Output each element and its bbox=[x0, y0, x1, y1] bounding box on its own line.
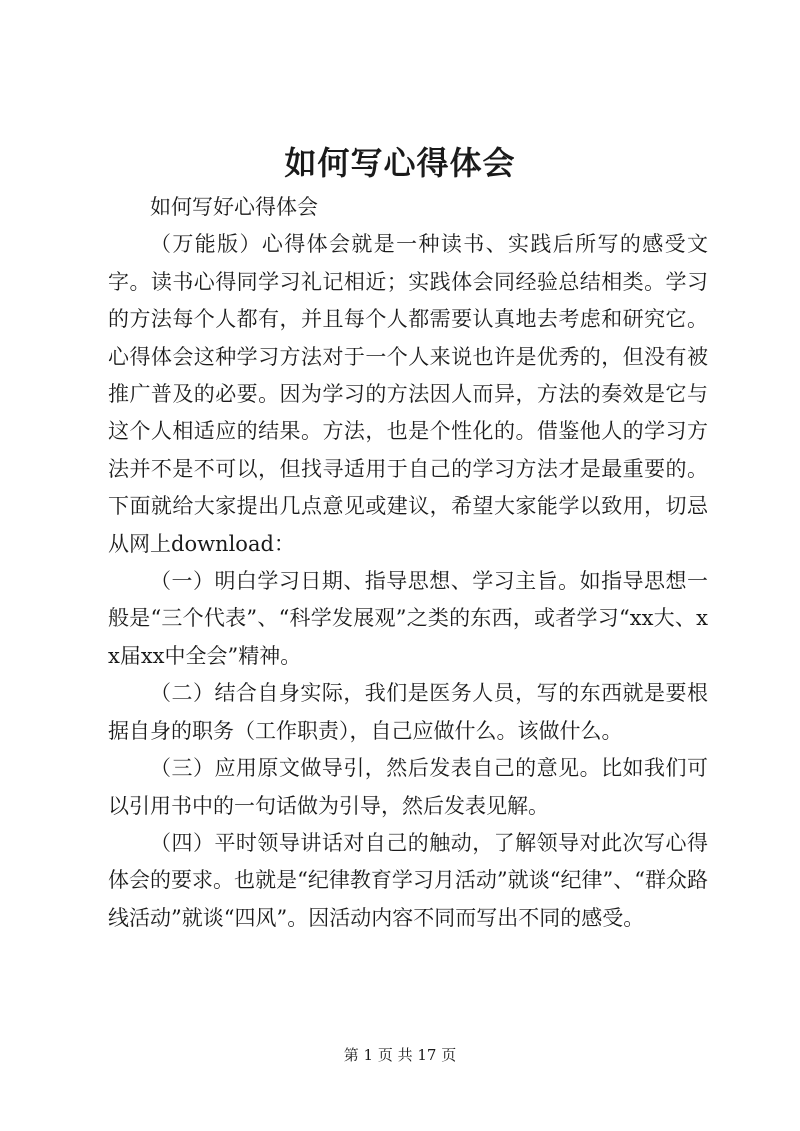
paragraph-intro: （万能版）心得体会就是一种读书、实践后所写的感受文字。读书心得同学习礼记相近；实践体会同经验总结相类。学习的方法每个人都有，并且每个人都需要认真地去考虑和研究它。心得体会这种学习方法对于一个人来说也许是优秀的，但没有被推广普及的必要。因为学习的方法因人而异，方法的奏效是它与这个人相适应的结果。方法，也是个性化的。借鉴他人的学习方法并不是不可以，但找寻适用于自己的学习方法才是最重要的。下面就给大家提出几点意见或建议，希望大家能学以致用，切忌从网上download： bbox=[108, 232, 708, 556]
document-body bbox=[108, 189, 708, 937]
paragraph-point-2: （二）结合自身实际，我们是医务人员，写的东西就是要根据自身的职务（工作职责），自己应做什么。该做什么。 bbox=[108, 681, 708, 743]
page-title: 如何写心得体会 bbox=[284, 144, 516, 182]
page-footer: 第 1 页 共 17 页 bbox=[343, 1046, 457, 1064]
subtitle: 如何写好心得体会 bbox=[150, 195, 318, 219]
paragraph-point-4: （四）平时领导讲话对自己的触动，了解领导对此次写心得体会的要求。也就是“纪律教育学习月活动”就谈“纪律”、“群众路线活动”就谈“四风”。因活动内容不同而写出不同的感受。 bbox=[108, 830, 708, 930]
paragraph-point-3: （三）应用原文做导引，然后发表自己的意见。比如我们可以引用书中的一句话做为引导，然后发表见解。 bbox=[108, 756, 708, 818]
paragraph-point-1: （一）明白学习日期、指导思想、学习主旨。如指导思想一般是“三个代表”、“科学发展观”之类的东西，或者学习“xx大、xx届xx中全会”精神。 bbox=[108, 569, 708, 668]
